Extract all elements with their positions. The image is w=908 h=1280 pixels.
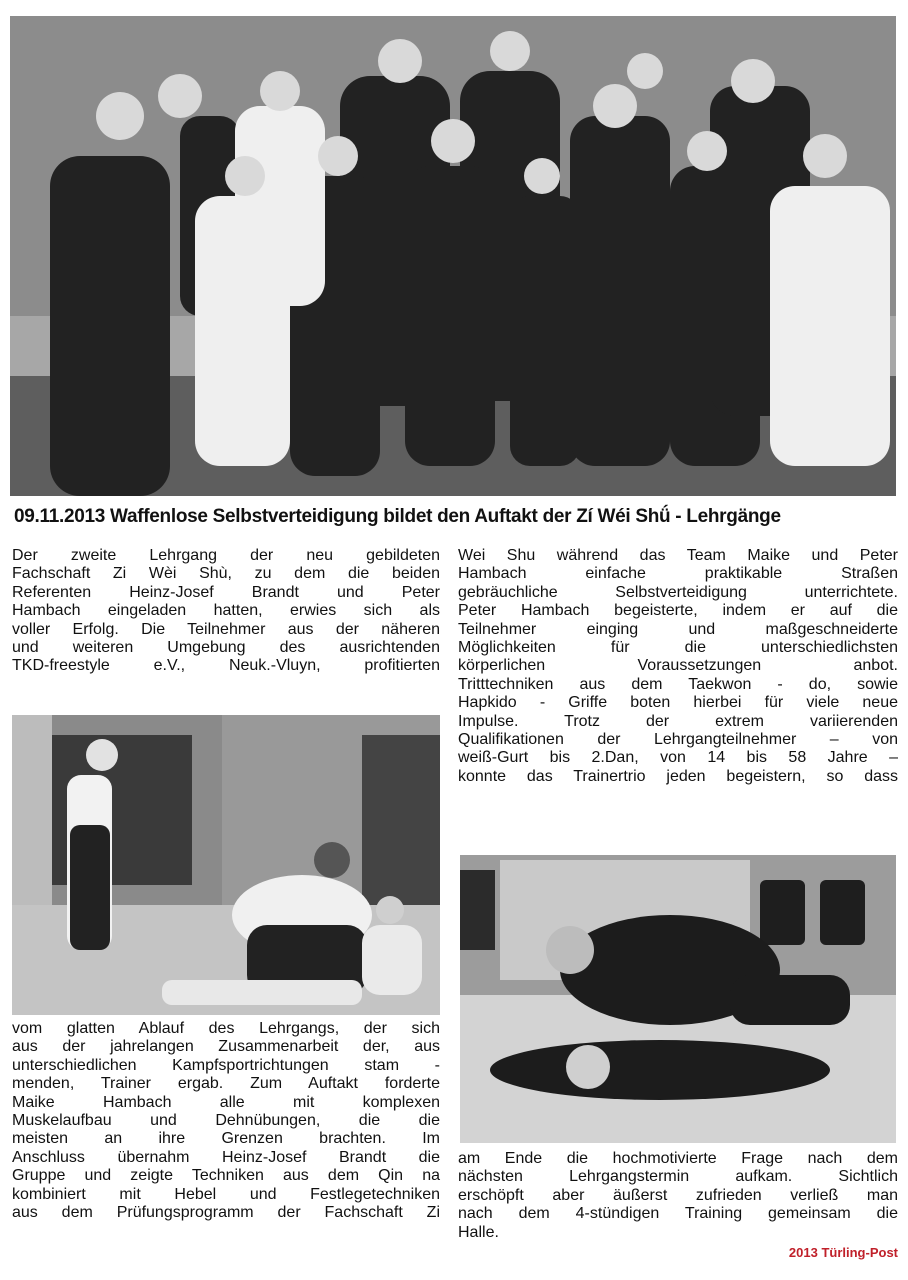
text-line: voller Erfolg. Die Teilnehmer aus der näheren: [12, 620, 440, 638]
text-line: TKD-freestyle e.V., Neuk.-Vluyn, profitierten: [12, 657, 440, 675]
text-line: Gruppe und zeigte Techniken aus dem Qin na: [12, 1167, 440, 1185]
right-column-top: [458, 547, 898, 786]
text-line: konnte das Trainertrio jeden begeistern, so dass: [458, 767, 898, 785]
text-line: aus dem Prüfungsprogramm der Fachschaft Zi: [12, 1204, 440, 1222]
text-line: Muskelaufbau und Dehnübungen, die die: [12, 1112, 440, 1130]
text-line: Impulse. Trotz der extrem variierenden: [458, 712, 898, 730]
text-line: Hambach einfache praktikable Straßen: [458, 565, 898, 583]
text-line: nach dem 4-stündigen Training gemeinsam die: [458, 1205, 898, 1223]
text-line: Maike Hambach alle mit komplexen: [12, 1093, 440, 1111]
text-line: Hapkido - Griffe boten hierbei für viele neue: [458, 694, 898, 712]
text-line: aus der jahrelangen Zusammenarbeit der, aus: [12, 1038, 440, 1056]
text-line: Anschluss übernahm Heinz-Josef Brandt die: [12, 1148, 440, 1166]
training-photo-right-graphic: [460, 855, 896, 1143]
text-line: menden, Trainer ergab. Zum Auftakt forderte: [12, 1075, 440, 1093]
text-line: Der zweite Lehrgang der neu gebildeten: [12, 547, 440, 564]
text-line: kombiniert mit Hebel und Festlegetechniken: [12, 1185, 440, 1203]
training-photo-left-graphic: [12, 715, 440, 1015]
text-line: Hambach eingeladen hatten, erwies sich als: [12, 602, 440, 620]
text-line: vom glatten Ablauf des Lehrgangs, der sich: [12, 1020, 440, 1037]
training-photo-left: [12, 715, 440, 1015]
text-line: erschöpft aber äußerst zufrieden verließ man: [458, 1186, 898, 1204]
text-line: Teilnehmer einging und maßgeschneiderte: [458, 620, 898, 638]
source-credit: 2013 Türling-Post: [788, 1245, 898, 1260]
text-line: unterschiedlichen Kampfsportrichtungen stam -: [12, 1056, 440, 1074]
headline: 09.11.2013 Waffenlose Selbstverteidigung bildet den Auftakt der Zí Wéi Shǘ - Lehrgänge: [14, 506, 781, 527]
text-line: Qualifikationen der Lehrgangteilnehmer – von: [458, 731, 898, 749]
text-line: meisten an ihre Grenzen brachten. Im: [12, 1130, 440, 1148]
text-line: körperlichen Voraussetzungen anbot.: [458, 657, 898, 675]
text-line: gebräuchliche Selbstverteidigung unterrichtete.: [458, 583, 898, 601]
text-line: Halle.: [458, 1223, 499, 1241]
left-column-top: [12, 547, 440, 676]
text-line: Möglichkeiten für die unterschiedlichsten: [458, 639, 898, 657]
left-column-bottom: [12, 1020, 440, 1222]
text-line: Wei Shu während das Team Maike und Peter: [458, 547, 898, 564]
group-photo-graphic: [10, 16, 896, 496]
text-line: nächsten Lehrgangstermin aufkam. Sichtlich: [458, 1168, 898, 1186]
text-line: Peter Hambach begeisterte, indem er auf die: [458, 602, 898, 620]
training-photo-right: [460, 855, 896, 1143]
text-line: Fachschaft Zi Wèi Shù, zu dem die beiden: [12, 565, 440, 583]
text-line: weiß-Gurt bis 2.Dan, von 14 bis 58 Jahre –: [458, 749, 898, 767]
text-line: am Ende die hochmotivierte Frage nach dem: [458, 1150, 898, 1167]
text-line: Tritttechniken aus dem Taekwon - do, sowie: [458, 675, 898, 693]
group-photo: [10, 16, 896, 496]
text-line: Referenten Heinz-Josef Brandt und Peter: [12, 583, 440, 601]
right-column-bottom: [458, 1150, 898, 1242]
text-line: und weiteren Umgebung des ausrichtenden: [12, 639, 440, 657]
